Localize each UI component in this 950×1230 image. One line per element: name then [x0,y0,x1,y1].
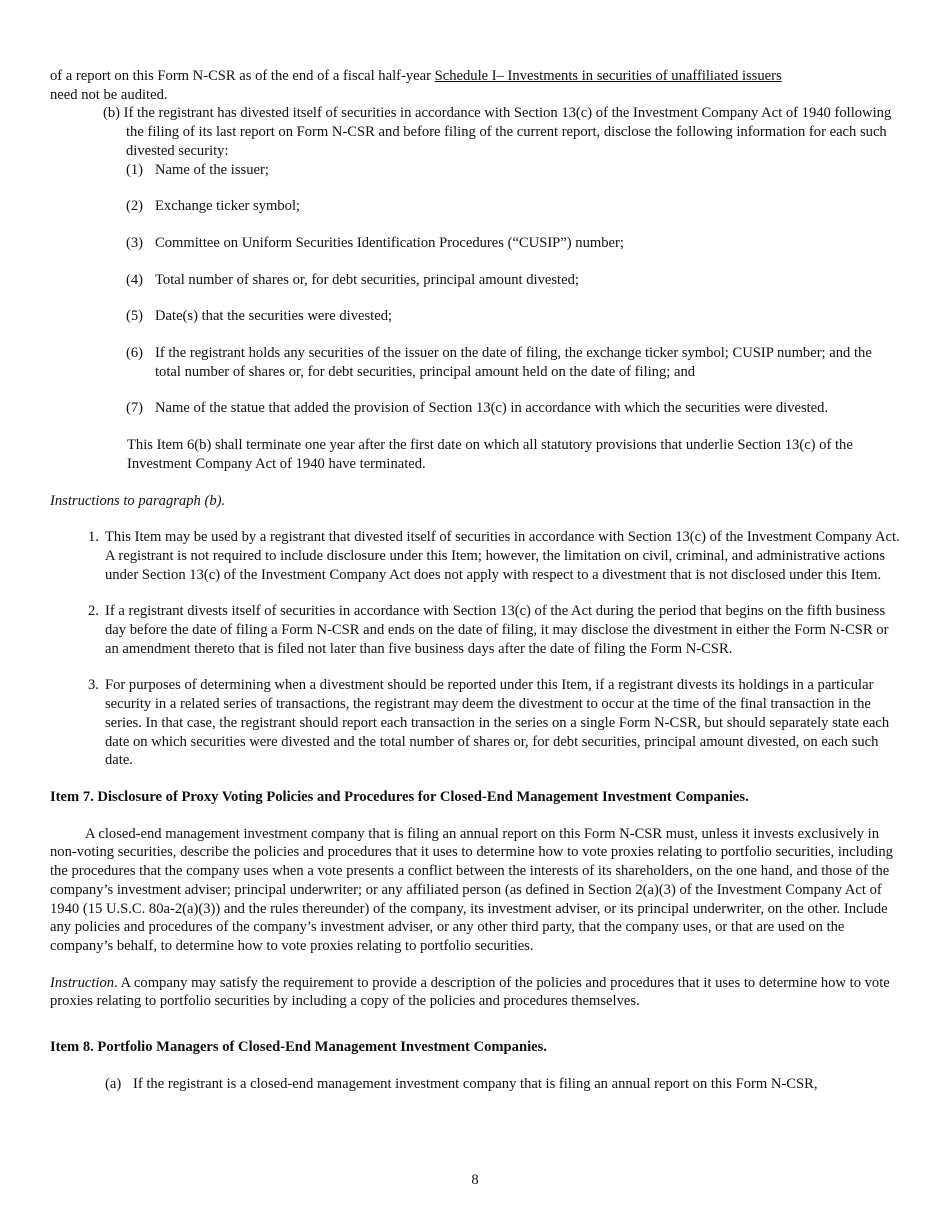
item-8-paragraph-a [105,1075,900,1094]
instruction-text: For purposes of determining when a divestment should be reported under this Item, if a registrant divests its holdings in a particular security in a related series of transactions, the registrant may deem the divestment to occur at the time of the final transaction in the series. In that case, the registrant should report each transaction in the series on a single Form N-CSR, but should separately state each date on which securities were divested and the total number of shares or, for debt securities, principal amount divested, on each such date. [105,677,890,769]
instruction-item [88,528,900,584]
list-item [126,161,900,180]
list-number: (7) [126,400,144,417]
list-item [126,344,900,381]
schedule-i-reference: Schedule I– Investments in securities of unaffiliated issuers [434,68,782,84]
list-text: Name of the issuer; [155,161,269,178]
instruction-body: . A company may satisfy the requirement to provide a description of the policies and procedures that it uses to determine how to vote proxies relating to portfolio securities by including a copy of the policies and procedures themselves. [50,974,890,1010]
list-item [126,234,900,253]
paragraph-number: (a) [105,1075,122,1092]
instructions-list [88,528,900,770]
paragraph-text: If the registrant is a closed-end management investment company that is filing an annual report on this Form N-CSR, [133,1075,818,1092]
list-text: If the registrant holds any securities of the issuer on the date of filing, the exchange ticker symbol; CUSIP number; and the total number of shares or, for debt securities, principal amount held on the date of filing; and [155,345,872,380]
instructions-heading: Instructions to paragraph (b). [50,492,226,509]
list-item [126,271,900,290]
intro-text-end: need not be audited. [50,86,168,103]
item-7-heading: Item 7. Disclosure of Proxy Voting Policies and Procedures for Closed-End Management Investment Companies. [50,788,749,805]
list-number: (6) [126,345,144,362]
instruction-text: This Item may be used by a registrant that divested itself of securities in accordance with Section 13(c) of the Investment Company Act. A registrant is not required to include disclosure under this Item; however, the limitation on civil, criminal, and administrative actions under Section 13(c) of the Investment Company Act does not apply with respect to a divestment that is not disclosed under this Item. [105,529,900,583]
instruction-label: Instruction [50,974,115,991]
instruction-item [88,676,900,770]
list-text: Exchange ticker symbol; [155,198,301,215]
list-text: Date(s) that the securities were divested; [155,308,393,325]
instruction-item [88,602,900,658]
item-7-body: A closed-end management investment company that is filing an annual report on this Form N-CSR must, unless it invests exclusively in non-voting securities, describe the policies and procedures that it uses to determine how to vote proxies relating to portfolio securities, including the procedures that the company uses when a vote presents a conflict between the interests of its shareholders, on the one hand, and those of the company’s investment adviser; principal underwriter; or any affiliated person (as defined in Section 2(a)(3) of the Investment Company Act of 1940 (15 U.S.C. 80a-2(a)(3)) and the rules thereunder) of the company, its investment adviser, or its principal underwriter, on the other. Include any policies and procedures of the company’s investment adviser, or any other third party, that the company uses, or that are used on the company’s behalf, to determine how to vote proxies relating to portfolio securities. [50,825,893,954]
instruction-number: 3. [88,677,99,694]
list-number: (5) [126,308,144,325]
list-item [126,197,900,216]
divested-security-list [126,161,900,419]
intro-paragraph [50,67,900,104]
list-text: Committee on Uniform Securities Identification Procedures (“CUSIP”) number; [155,234,624,251]
intro-text: of a report on this Form N-CSR as of the end of a fiscal half-year [50,68,435,84]
page-number: 8 [471,1172,479,1188]
list-text: Total number of shares or, for debt securities, principal amount divested; [155,271,579,288]
instruction-number: 2. [88,603,99,620]
list-number: (1) [126,161,144,178]
paragraph-b-lead: (b) If the registrant has divested itself of securities in accordance with Section 13(c) of the Investment Company Act of 1940 following the filing of its last report on Form N-CSR and before filing of the current report, disclose the following information for each such divested security: [103,105,892,159]
item-7-instruction [50,974,900,1011]
list-item [126,307,900,326]
paragraph-b-termination: This Item 6(b) shall terminate one year after the first date on which all statutory provisions that underlie Section 13(c) of the Investment Company Act of 1940 have terminated. [127,437,853,472]
item-8-heading: Item 8. Portfolio Managers of Closed-End Management Investment Companies. [50,1039,547,1056]
instruction-text: If a registrant divests itself of securities in accordance with Section 13(c) of the Act during the period that begins on the fifth business day before the date of filing a Form N-CSR and ends on the date of filing, it may disclose the divestment in either the Form N-CSR or an amendment thereto that is filed not later than five business days after the date of filing the Form N-CSR. [105,603,889,657]
list-item [126,399,900,418]
page-content [50,67,900,1093]
list-number: (4) [126,271,144,288]
list-number: (3) [126,234,144,251]
list-number: (2) [126,198,144,215]
list-text: Name of the statue that added the provision of Section 13(c) in accordance with which the securities were divested. [155,400,829,417]
instruction-number: 1. [88,529,99,546]
